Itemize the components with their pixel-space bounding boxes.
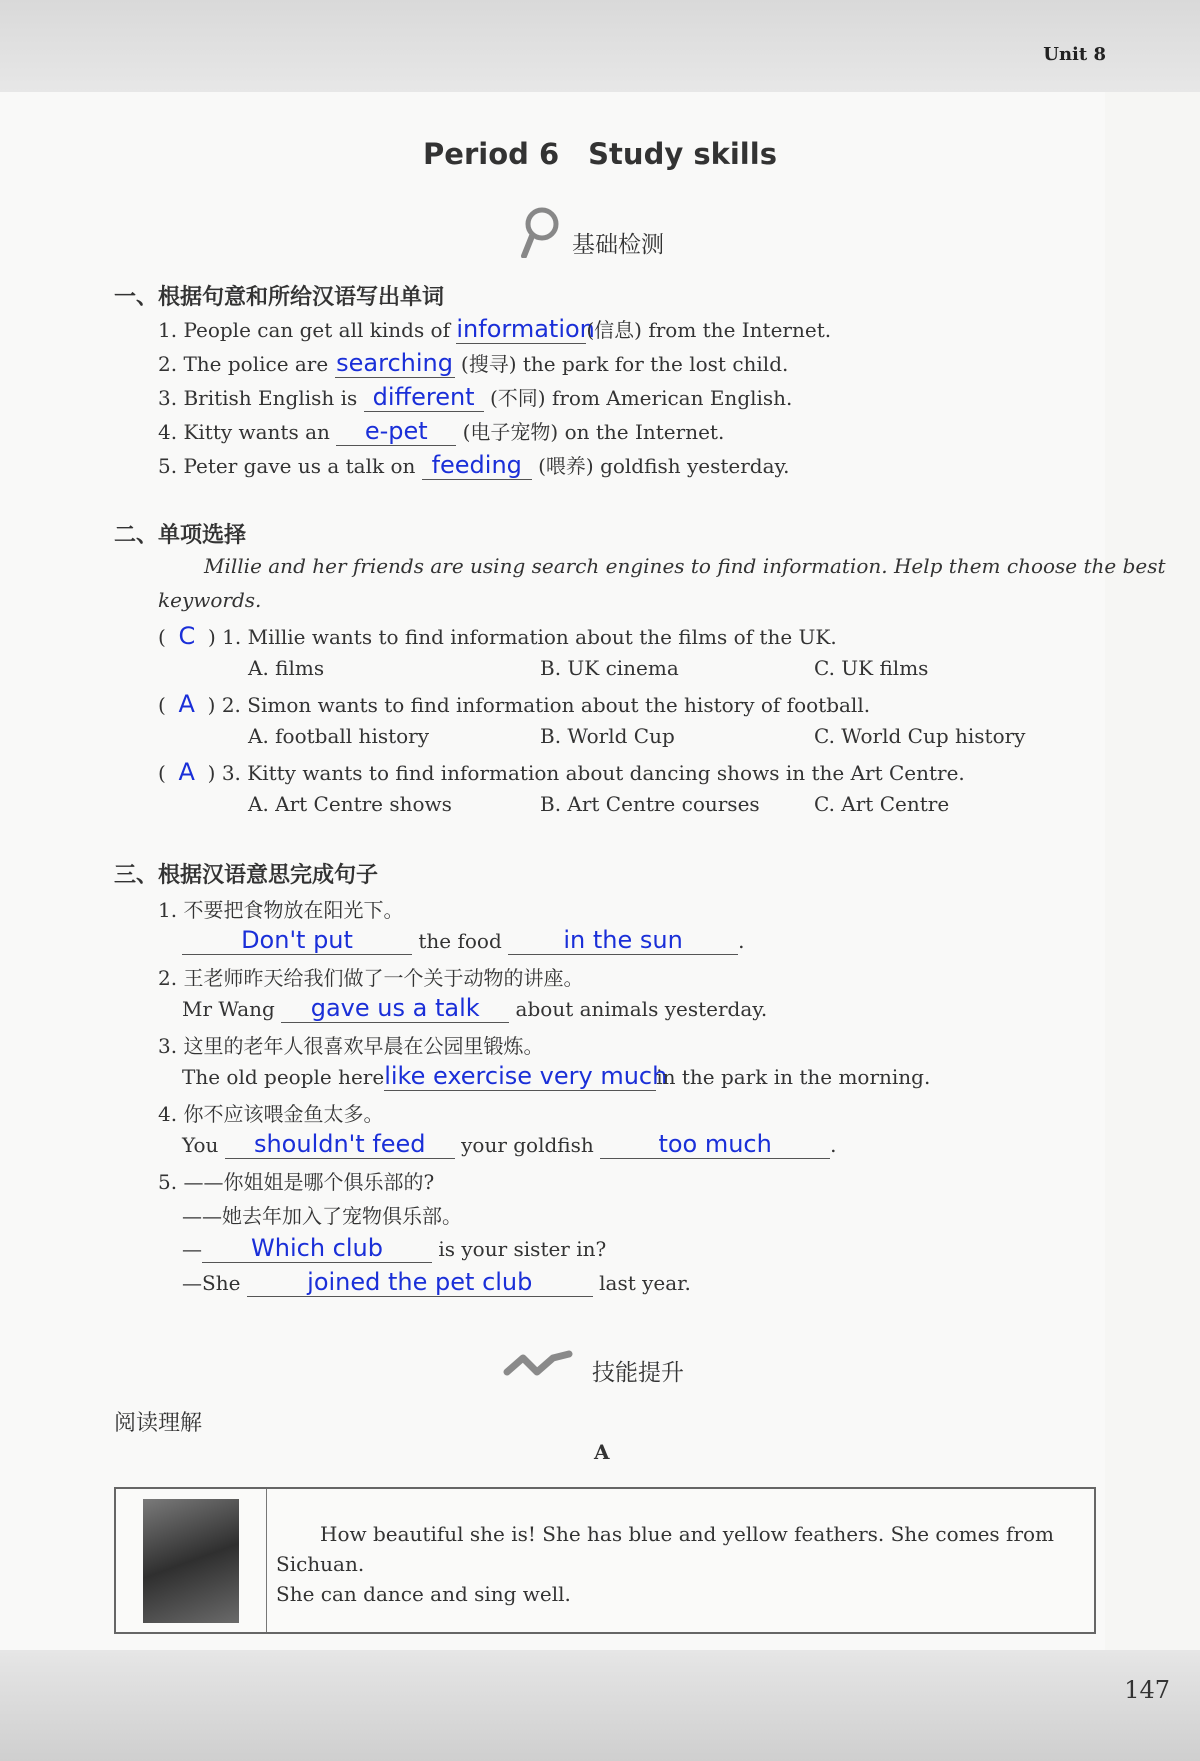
p3-q4-answer-2: too much: [658, 1130, 772, 1158]
p3-q1-answer-2: in the sun: [563, 926, 683, 954]
p3-q4-pre: You: [182, 1133, 225, 1157]
p2-q1-text: ) 1. Millie wants to find information about the films of the UK.: [208, 625, 837, 649]
p3-q5-chinese-1: 5. ——你姐姐是哪个俱乐部的?: [158, 1170, 435, 1194]
p1-item-1: [158, 314, 831, 344]
p3-q1-english: [182, 926, 744, 955]
p3-q2-pre: Mr Wang: [182, 997, 282, 1021]
p2-q3-option-b: B. Art Centre courses: [540, 792, 760, 816]
p2-q2-option-b: B. World Cup: [540, 724, 675, 748]
p3-q2-english: [182, 994, 767, 1023]
p2-question-1: [158, 622, 837, 650]
p1-answer-1: information: [456, 315, 595, 343]
p2-bracket-open-3: (: [158, 761, 179, 785]
p3-q1-chinese: 1. 不要把食物放在阳光下。: [158, 898, 404, 922]
p1-item-3-pre: 3. British English is: [158, 386, 364, 410]
p3-q5-pre2: —She: [182, 1271, 247, 1295]
p1-item-3: [158, 382, 792, 412]
p3-q3-chinese: 3. 这里的老年人很喜欢早晨在公园里锻炼。: [158, 1034, 544, 1058]
p2-answer-2: A: [178, 690, 195, 718]
passage-line-1: How beautiful she is! She has blue and yellow feathers. She comes from Sichuan.: [276, 1522, 1055, 1576]
p2-q3-text: ) 3. Kitty wants to find information about dancing shows in the Art Centre.: [207, 761, 965, 785]
part2-heading: 二、单项选择: [114, 523, 247, 548]
p3-q4-end: .: [830, 1133, 837, 1157]
p2-bracket-open-2: (: [158, 693, 179, 717]
p2-answer-3: A: [178, 758, 195, 786]
page-number: 147: [1124, 1676, 1170, 1704]
p3-q2-answer: gave us a talk: [310, 994, 480, 1022]
p2-q3-option-a: A. Art Centre shows: [248, 792, 452, 816]
p3-q3-pre: The old people here: [182, 1065, 385, 1089]
p1-item-5-post: (喂养) goldfish yesterday.: [531, 454, 790, 478]
p1-answer-3: different: [372, 383, 475, 411]
passage-line-2: She can dance and sing well.: [276, 1582, 571, 1606]
p3-q1-answer-1: Don't put: [241, 926, 353, 954]
p2-q1-option-c: C. UK films: [814, 656, 929, 680]
p2-answer-1: C: [178, 622, 196, 650]
p1-item-5-pre: 5. Peter gave us a talk on: [158, 454, 422, 478]
p1-item-3-post: (不同) from American English.: [483, 386, 793, 410]
section-skill-title: 技能提升: [592, 1360, 684, 1386]
p3-q5-pre1: —: [182, 1237, 202, 1261]
part2-intro-line1: Millie and her friends are using search engines to find information. Help them choose the best: [204, 554, 1166, 578]
p1-answer-4: e-pet: [364, 417, 428, 445]
p2-question-2: [158, 690, 870, 718]
reading-card: [114, 1487, 1096, 1634]
p2-question-3: [158, 758, 965, 786]
p1-answer-5: feeding: [431, 451, 522, 479]
p3-q1-end: .: [738, 929, 745, 953]
p1-item-4-pre: 4. Kitty wants an: [158, 420, 337, 444]
p2-q2-option-c: C. World Cup history: [814, 724, 1026, 748]
p3-q5-post1: is your sister in?: [432, 1237, 607, 1261]
p1-item-2: [158, 348, 788, 378]
unit-label: Unit 8: [1043, 44, 1106, 65]
p2-q3-option-c: C. Art Centre: [814, 792, 950, 816]
p3-q4-chinese: 4. 你不应该喂金鱼太多。: [158, 1102, 384, 1126]
parrot-photo: [143, 1499, 239, 1623]
p2-q1-option-b: B. UK cinema: [540, 656, 679, 680]
trend-arrow-icon: [503, 1348, 575, 1382]
part2-intro-line2: keywords.: [158, 588, 262, 612]
p3-q5-answer-1: Which club: [251, 1234, 383, 1262]
reading-passage: [276, 1519, 1076, 1609]
p1-item-5: [158, 450, 790, 480]
p1-item-4: [158, 416, 724, 446]
p3-q3-english: [182, 1062, 930, 1091]
p3-q4-english: [182, 1130, 837, 1159]
magnifier-icon: [518, 206, 564, 258]
bottom-band: [0, 1650, 1200, 1761]
p3-q5-chinese-2: ——她去年加入了宠物俱乐部。: [182, 1204, 462, 1228]
p1-item-4-post: (电子宠物) on the Internet.: [456, 420, 725, 444]
p2-q2-text: ) 2. Simon wants to find information about the history of football.: [207, 693, 871, 717]
reading-heading: 阅读理解: [114, 1411, 203, 1436]
parrot-image-cell: [116, 1489, 267, 1632]
p3-q3-answer: like exercise very much: [384, 1062, 668, 1090]
p3-q4-answer-1: shouldn't feed: [253, 1130, 426, 1158]
p3-q2-post: about animals yesterday.: [509, 997, 768, 1021]
p3-q1-mid: the food: [412, 929, 509, 953]
reading-label-a: A: [594, 1440, 610, 1464]
p2-q1-option-a: A. films: [248, 656, 325, 680]
page-title: Period 6 Study skills: [423, 137, 777, 171]
p1-item-2-post: (搜寻) the park for the lost child.: [454, 352, 789, 376]
p3-q3-post: in the park in the morning.: [656, 1065, 931, 1089]
p3-q5-answer-2: joined the pet club: [307, 1268, 533, 1296]
part1-heading: 一、根据句意和所给汉语写出单词: [114, 285, 445, 310]
p2-q2-option-a: A. football history: [248, 724, 430, 748]
p1-item-2-pre: 2. The police are: [158, 352, 335, 376]
part3-heading: 三、根据汉语意思完成句子: [114, 863, 379, 888]
p3-q2-chinese: 2. 王老师昨天给我们做了一个关于动物的讲座。: [158, 966, 584, 990]
p1-item-1-post: (信息) from the Internet.: [586, 318, 832, 342]
p2-bracket-open-1: (: [158, 625, 179, 649]
p3-q5-english-1: [182, 1234, 606, 1263]
p1-item-1-pre: 1. People can get all kinds of: [158, 318, 457, 342]
p3-q4-mid: your goldfish: [454, 1133, 601, 1157]
p3-q5-post2: last year.: [592, 1271, 691, 1295]
p3-q5-english-2: [182, 1268, 691, 1297]
top-band: [0, 0, 1200, 92]
p1-answer-2: searching: [336, 349, 453, 377]
section-basic-title: 基础检测: [572, 232, 664, 258]
